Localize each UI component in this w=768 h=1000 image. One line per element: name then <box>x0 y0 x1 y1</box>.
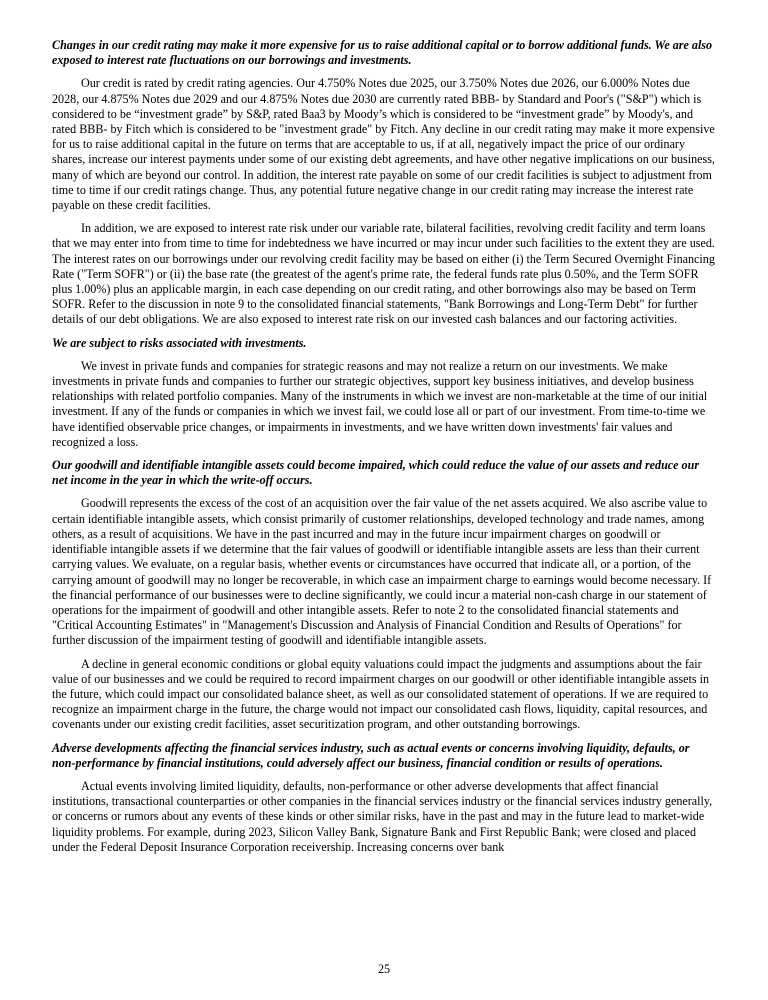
section-heading: Changes in our credit rating may make it more expensive for us to raise additional capital or to borrow additional funds. We are also exposed to interest rate fluctuations on our borrowings and investments. <box>52 38 713 68</box>
paragraph: Actual events involving limited liquidity, defaults, non-performance or other adverse developments that affect financial institutions, transactional counterparties or other companies in the financial services industry or the financial services industry generally, or concerns or rumors about any events of these kinds or other similar risks, have in the past and may in the future lead to market-wide liquidity problems. For example, during 2023, Silicon Valley Bank, Signature Bank and First Republic Bank; were closed and placed under the Federal Deposit Insurance Corporation receivership. Increasing concerns over bank <box>52 778 713 854</box>
paragraph: A decline in general economic conditions or global equity valuations could impact the judgments and assumptions about the fair value of our businesses and we could be required to record impairment charges on our goodwill or other identifiable intangible assets in the future, which could impact our consolidated balance sheet, as well as our consolidated statement of operations. If we are required to recognize an impairment charge in the future, the charge would not impact our consolidated cash flows, liquidity, capital resources, and covenants under our existing credit facilities, asset securitization program, and other outstanding borrowings. <box>52 656 710 732</box>
section-goodwill <box>52 458 716 732</box>
section-investments <box>52 336 716 450</box>
section-heading: Our goodwill and identifiable intangible assets could become impaired, which could reduce the value of our assets and reduce our net income in the year in which the write-off occurs. <box>52 458 700 488</box>
section-credit-rating <box>52 38 716 328</box>
page-number: 25 <box>377 962 391 976</box>
paragraph: In addition, we are exposed to interest rate risk under our variable rate, bilateral facilities, revolving credit facility and term loans that we may enter into from time to time for indebtedness we have incurred or may incur under such facilities to the extent they are used. The interest rates on our borrowings under our revolving credit facility may be based on either (i) the Term Secured Overnight Financing Rate ("Term SOFR") or (ii) the base rate (the greatest of the agent's prime rate, the federal funds rate plus 0.50%, and the Term SOFR plus 1.00%) plus an applicable margin, in each case depending on our credit rating, and other borrowings also may be based on Term SOFR. Refer to the discussion in note 9 to the consolidated financial statements, "Bank Borrowings and Long-Term Debt" for further details of our debt obligations. We are also exposed to interest rate risk on our invested cash balances and our factoring activities. <box>52 221 715 327</box>
section-heading: We are subject to risks associated with investments. <box>52 335 307 350</box>
section-heading: Adverse developments affecting the financial services industry, such as actual events or concerns involving liquidity, defaults, or non-performance by financial institutions, could adversely affect our business, financial condition or results of operations. <box>52 740 690 770</box>
paragraph: We invest in private funds and companies for strategic reasons and may not realize a return on our investments. We make investments in private funds and companies to further our strategic objectives, support key business initiatives, and develop business relationships with related portfolio companies. Many of the instruments in which we invest are non-marketable at the time of our initial investment. If any of the funds or companies in which we invest fail, we could lose all or part of our investment. From time-to-time we have identified observable price changes, or impairments in investments, and we have written down investments' fair values and recognized a loss. <box>52 358 708 449</box>
paragraph: Our credit is rated by credit rating agencies. Our 4.750% Notes due 2025, our 3.750% Notes due 2026, our 6.000% Notes due 2028, our 4.875% Notes due 2029 and our 4.875% Notes due 2030 are currently rated BBB- by Standard and Poor's ("S&P") which is considered to be “investment grade” by S&P, rated Baa3 by Moody’s which is considered to be “investment grade” by Moody's, and rated BBB- by Fitch which is considered to be "investment grade" by Fitch. Any decline in our credit rating may make it more expensive for us to raise additional capital in the future on terms that are acceptable to us, if at all, negatively impact the price of our ordinary shares, increase our interest payments under some of our existing debt agreements, and have other negative implications on our business, many of which are beyond our control. In addition, the interest rate payable on some of our credit facilities is subject to adjustment from time to time if our credit ratings change. Thus, any potential future negative change in our credit rating may increase the interest rate payable on these credit facilities. <box>52 76 715 213</box>
section-financial-services <box>52 741 716 855</box>
paragraph: Goodwill represents the excess of the cost of an acquisition over the fair value of the net assets acquired. We also ascribe value to certain identifiable intangible assets, which consist primarily of customer relationships, developed technology and trade names, among others, as a result of acquisitions. We have in the past incurred and may in the future incur impairment charges on goodwill or identifiable intangible assets if we determine that the fair values of goodwill or identifiable intangible assets are less than their current carrying values. We evaluate, on a regular basis, whether events or circumstances have occurred that indicate all, or a portion, of the carrying amount of goodwill may no longer be recoverable, in which case an impairment charge to earnings would become necessary. If the financial performance of our businesses were to decline significantly, we could incur a material non-cash charge in our statement of operations for the impairment of goodwill and other intangible assets. Refer to note 2 to the consolidated financial statements and "Critical Accounting Estimates" in "Management's Discussion and Analysis of Financial Condition and Results of Operations" for further discussion of the impairment testing of goodwill and identifiable intangible assets. <box>52 496 712 648</box>
